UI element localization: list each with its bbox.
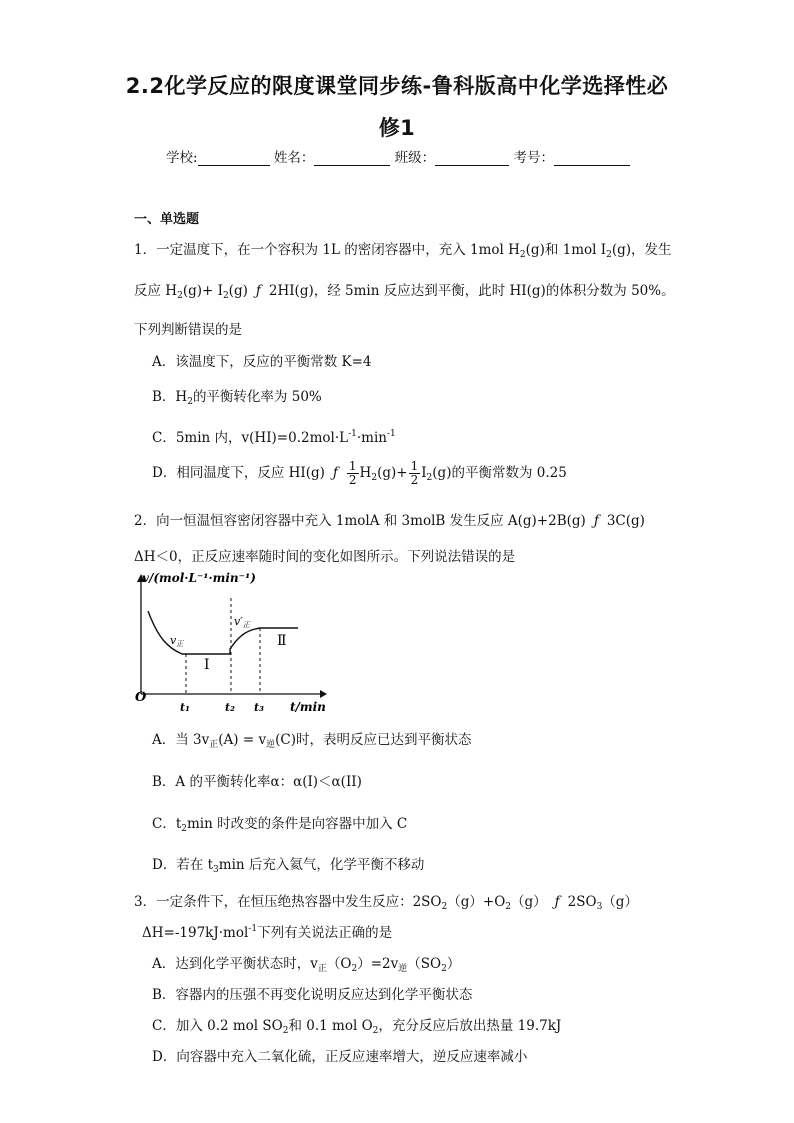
equilibrium-arrow: ƒ [332,465,338,481]
v-forward-prime-label: v′正 [234,615,250,629]
school-field[interactable] [198,150,270,166]
number-label: 考号： [513,150,554,166]
q1-option-c[interactable]: C．5min 内，$v(HI)=0.2mol\cdot L^{-1}\cdot\min^{-1}$ [152,429,396,446]
equilibrium-arrow: ƒ [554,894,560,910]
page-title-line-1: 2.2化学反应的限度课堂同步练-鲁科版高中化学选择性必 [125,74,669,98]
section-heading: 一、单选题 [134,212,200,227]
origin-label: O [135,690,147,705]
name-label: 姓名： [273,150,315,166]
q3-option-b[interactable]: B．容器内的压强不再变化说明反应达到化学平衡状态 [152,987,473,1003]
q3-option-a[interactable]: A．达到化学平衡状态时，$v_正(O_2)=2v_逆(SO_2)$ [152,956,461,974]
page-title-line-2: 修1 [378,116,416,140]
q2-option-c[interactable]: C．$t_2\min$ 时改变的条件是向容器中加入 C [152,816,408,834]
x-axis-arrow [320,690,327,698]
q1-stem-line-2: 反应 $H_2(g)+ I_2(g)$ ƒ 2HI(g)，经 5min 反应达到平衡，此时 HI(g)的体积分数为 50%。 [134,283,675,301]
q3-stem-line-1: 3．一定条件下，在恒压绝热容器中发生反应：$2SO_2(g)+O_2(g)$ ƒ $2SO_3(g)$ [134,894,638,912]
q2-stem-line-2: ΔH＜0，正反应速率随时间的变化如图所示。下列说法错误的是 [134,549,516,565]
class-label: 班级： [394,150,436,166]
t1-label: t₁ [180,701,190,714]
class-field[interactable] [435,150,509,166]
q3-option-c[interactable]: C．加入 0.2 mol $SO_2$和 0.1 mol $O_2$，充分反应后放出热量 19.7kJ [152,1018,562,1036]
equilibrium-arrow: ƒ [593,513,599,529]
fraction-half: $\frac{1}{2}$ [410,459,419,487]
rate-time-graph [130,568,330,716]
q1-stem-line-1: 1．一定温度下，在一个容积为 1L 的密闭容器中，充入 1mol $H_2(g)$和 1mol $I_2(g)$，发生 [134,242,672,260]
y-axis-label: v/(mol·L⁻¹·min⁻¹) [142,571,256,585]
student-info-line [166,146,630,166]
fraction-half: $\frac{1}{2}$ [348,459,357,487]
q2-option-b[interactable]: B．A 的平衡转化率α：α(I)＜α(II) [152,774,362,790]
t2-label: t₂ [225,701,235,714]
q1-option-a[interactable]: A．该温度下，反应的平衡常数 K=4 [152,354,372,370]
q2-stem-line-1: 2．向一恒温恒容密闭容器中充入 1molA 和 3molB 发生反应 A(g)+2B(g) ƒ 3C(g) [134,513,645,529]
v-forward-label: v正 [170,634,184,648]
t3-label: t₃ [254,701,264,714]
name-field[interactable] [314,150,390,166]
q1-option-d[interactable]: D．相同温度下，反应 HI(g) ƒ $\frac{1}{2}$ $H_2(g)+$ $\frac{1}{2}$ $I_2(g)$的平衡常数为 0.25 [152,459,567,487]
q2-option-a[interactable]: A．当 $3v_正(A) = v_逆(C)$时，表明反应已达到平衡状态 [152,732,472,750]
q3-option-d[interactable]: D．向容器中充入二氧化硫，正反应速率增大，逆反应速率减小 [152,1049,528,1065]
school-label: 学校: [166,150,198,166]
x-axis-label: t/min [290,700,326,714]
region-2-label: Ⅱ [277,633,287,649]
equilibrium-arrow: ƒ [255,283,261,299]
number-field[interactable] [554,150,630,166]
q2-option-d[interactable]: D．若在 $t_3\min$ 后充入氦气，化学平衡不移动 [152,857,425,875]
q1-option-b[interactable]: B．$H_2$的平衡转化率为 50% [152,389,322,407]
q3-stem-line-2: ΔH=-197kJ·mol$^{-1}$下列有关说法正确的是 [142,924,393,941]
rate-curve [148,611,298,654]
q1-stem-line-3: 下列判断错误的是 [134,322,242,338]
region-1-label: I [204,657,210,673]
